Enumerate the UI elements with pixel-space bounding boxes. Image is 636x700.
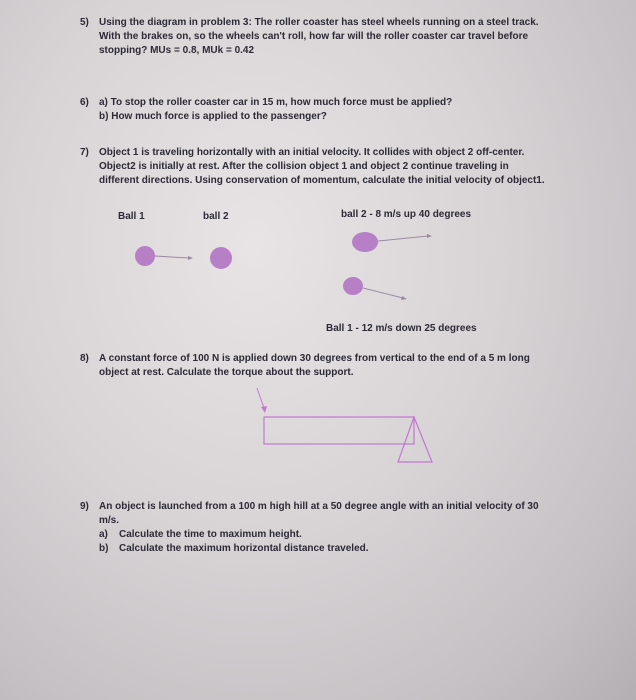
question-7-number: 7): [80, 147, 89, 158]
question-7-line-3: different directions. Using conservation of momentum, calculate the initial velocity of object1.: [99, 175, 545, 186]
question-9-part-a: [99, 528, 539, 542]
ball-1-label: Ball 1: [118, 211, 145, 222]
beam-rectangle: [264, 417, 414, 444]
question-9-line-2: m/s.: [99, 515, 120, 526]
question-9-number: 9): [80, 501, 89, 512]
question-8-line-2: object at rest. Calculate the torque about the support.: [99, 367, 354, 378]
question-5-number: 5): [80, 17, 89, 28]
question-7-line-1: Object 1 is traveling horizontally with an initial velocity. It collides with object 2 off-center.: [99, 147, 525, 158]
force-arrowhead: [261, 406, 267, 413]
question-8-number: 8): [80, 353, 89, 364]
question-9-part-a-text: Calculate the time to maximum height.: [119, 529, 302, 540]
question-9-part-b: [99, 542, 539, 556]
question-5-line-3: stopping? MUs = 0.8, MUk = 0.42: [99, 45, 255, 56]
question-5-line-1: Using the diagram in problem 3: The roller coaster has steel wheels running on a steel track.: [99, 17, 539, 28]
ball-1-after-label: Ball 1 - 12 m/s down 25 degrees: [326, 323, 477, 334]
ball-2-label: ball 2: [203, 211, 229, 222]
question-6-part-a: a) To stop the roller coaster car in 15 m, how much force must be applied?: [99, 97, 453, 108]
support-triangle: [398, 417, 432, 462]
question-9-part-a-letter: a): [99, 529, 108, 540]
ball-2-after-label: ball 2 - 8 m/s up 40 degrees: [341, 209, 472, 220]
question-9-part-b-letter: b): [99, 543, 109, 554]
question-9-line-1: An object is launched from a 100 m high hill at a 50 degree angle with an initial velocity of 30: [99, 501, 539, 512]
question-6-part-b: b) How much force is applied to the passenger?: [99, 111, 327, 122]
question-5-line-2: With the brakes on, so the wheels can't roll, how far will the roller coaster car travel before: [99, 31, 529, 42]
question-6-number: 6): [80, 97, 89, 108]
force-arrow: [257, 388, 264, 408]
question-8-line-1: A constant force of 100 N is applied down 30 degrees from vertical to the end of a 5 m long: [99, 353, 530, 364]
question-7-line-2: Object2 is initially at rest. After the collision object 1 and object 2 continue traveling in: [99, 161, 509, 172]
question-9-part-b-text: Calculate the maximum horizontal distance traveled.: [119, 543, 369, 554]
